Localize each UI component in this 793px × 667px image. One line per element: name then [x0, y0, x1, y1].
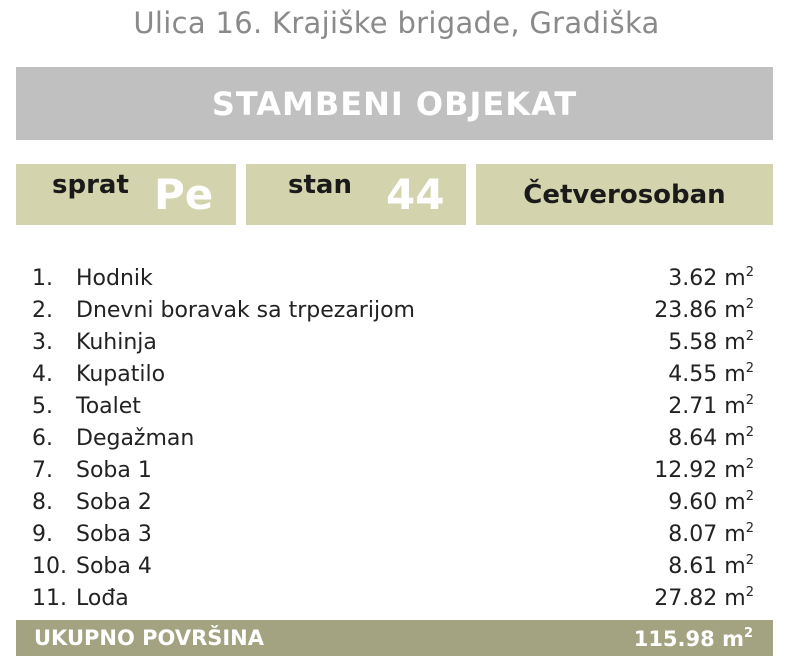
room-row	[32, 326, 754, 358]
address-title: Ulica 16. Krajiške brigade, Gradiška	[133, 6, 660, 40]
room-row	[32, 518, 754, 550]
room-area: 27.82 $m^2$	[654, 585, 754, 611]
apartment-box	[246, 164, 466, 225]
room-area: 2.71 $m^2$	[668, 393, 754, 419]
room-area: 5.58 $m^2$	[668, 329, 754, 355]
room-name: Kuhinja	[76, 329, 157, 355]
room-name: Hodnik	[76, 265, 153, 291]
room-number: 2.	[32, 297, 53, 323]
room-number: 4.	[32, 361, 53, 387]
room-row	[32, 358, 754, 390]
apartment-type: Četverosoban	[523, 179, 726, 210]
floor-value: Pe	[154, 170, 214, 219]
room-area: 4.55 $m^2$	[668, 361, 754, 387]
room-area: 8.61 $m^2$	[668, 553, 754, 579]
room-name: Kupatilo	[76, 361, 166, 387]
room-row	[32, 294, 754, 326]
room-number: 9.	[32, 521, 53, 547]
room-number: 3.	[32, 329, 53, 355]
room-list	[32, 262, 754, 614]
room-area: 23.86 $m^2$	[654, 297, 754, 323]
room-number: 6.	[32, 425, 53, 451]
room-row	[32, 454, 754, 486]
room-row	[32, 550, 754, 582]
floor-label: sprat	[52, 170, 129, 200]
room-number: 10.	[32, 553, 67, 579]
room-name: Dnevni boravak sa trpezarijom	[76, 297, 415, 323]
room-number: 7.	[32, 457, 53, 483]
building-type-banner: STAMBENI OBJEKAT	[16, 67, 773, 140]
room-name: Soba 2	[76, 489, 152, 515]
room-row	[32, 422, 754, 454]
total-label: UKUPNO POVRŠINA	[34, 626, 265, 650]
room-name: Lođa	[76, 585, 129, 611]
room-name: Degažman	[76, 425, 195, 451]
room-area: 8.64 $m^2$	[668, 425, 754, 451]
total-area: 115.98 $m^2$	[633, 625, 753, 651]
apartment-type-box	[476, 164, 773, 225]
floor-box	[16, 164, 236, 225]
room-number: 8.	[32, 489, 53, 515]
room-row	[32, 262, 754, 294]
room-area: 3.62 $m^2$	[668, 265, 754, 291]
room-name: Soba 1	[76, 457, 152, 483]
apartment-number: 44	[386, 170, 445, 219]
room-row	[32, 486, 754, 518]
room-name: Soba 3	[76, 521, 152, 547]
room-name: Toalet	[76, 393, 141, 419]
room-number: 11.	[32, 585, 67, 611]
room-row	[32, 582, 754, 614]
room-number: 1.	[32, 265, 53, 291]
total-area-bar	[16, 620, 773, 656]
room-number: 5.	[32, 393, 53, 419]
room-area: 9.60 $m^2$	[668, 489, 754, 515]
room-name: Soba 4	[76, 553, 152, 579]
room-row	[32, 390, 754, 422]
apartment-label: stan	[288, 170, 352, 200]
room-area: 8.07 $m^2$	[668, 521, 754, 547]
room-area: 12.92 $m^2$	[654, 457, 754, 483]
